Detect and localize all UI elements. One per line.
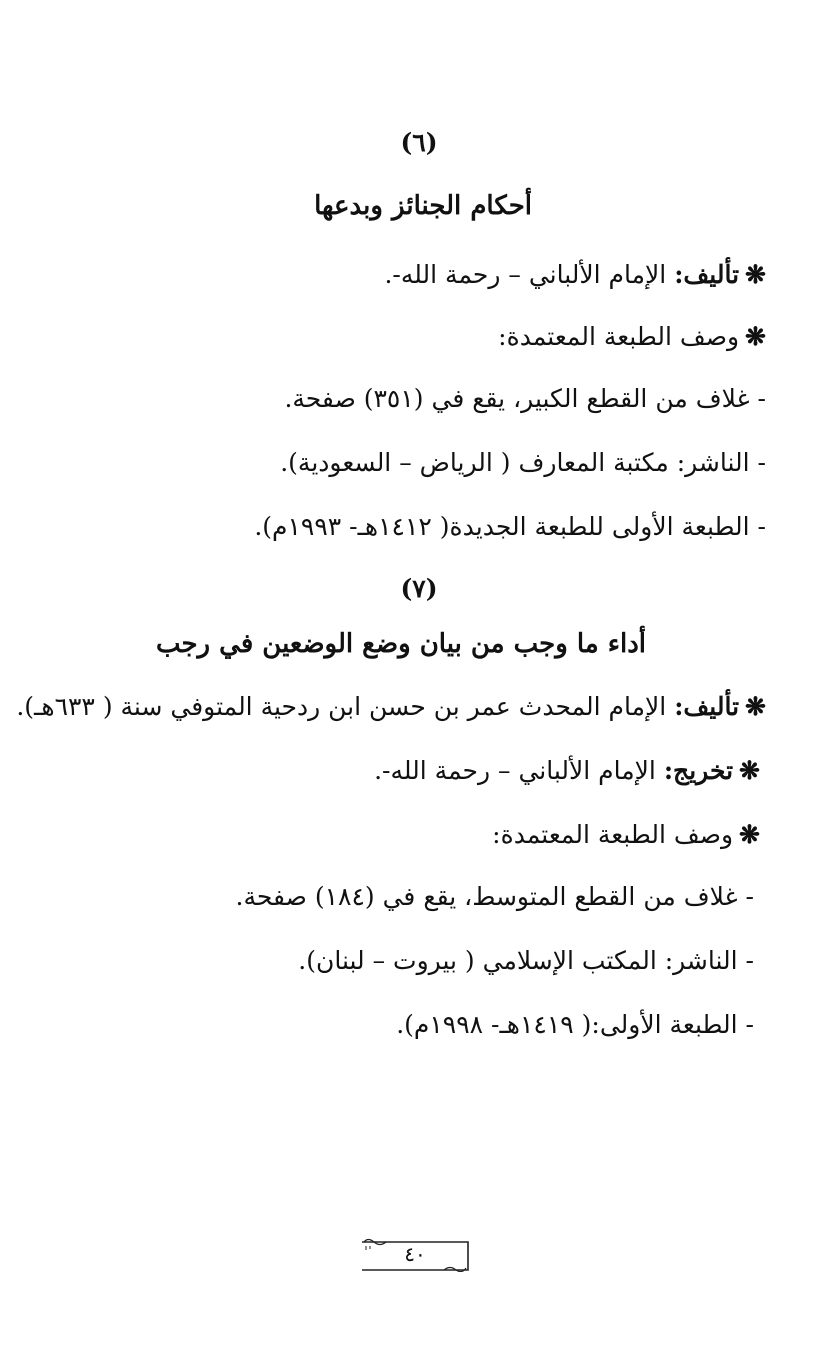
section-7-author-line <box>16 690 766 724</box>
takhrij-label: تخريج: <box>663 756 734 785</box>
star-bullet-icon: ❋ <box>745 322 766 351</box>
section-6-title: أحكام الجنائز وبدعها <box>314 191 532 221</box>
section-6-publisher: - الناشر: مكتبة المعارف ( الرياض – السعودية). <box>280 448 766 477</box>
section-7-first-edition: - الطبعة الأولى:( ١٤١٩هـ- ١٩٩٨م). <box>396 1010 754 1039</box>
page-number-frame <box>360 1238 470 1272</box>
star-bullet-icon: ❋ <box>739 756 760 785</box>
section-6-author-line <box>384 258 766 292</box>
star-bullet-icon: ❋ <box>739 820 760 849</box>
author-text: الإمام الألباني – رحمة الله-. <box>384 260 667 289</box>
section-7-title: أداء ما وجب من بيان وضع الوضعين في رجب <box>155 629 646 659</box>
author-label: تأليف: <box>674 692 740 721</box>
page-number: ٤٠ <box>404 1242 426 1266</box>
section-6-number: (٦) <box>400 128 438 157</box>
edition-desc-text: وصف الطبعة المعتمدة: <box>492 820 734 849</box>
section-6-first-edition: - الطبعة الأولى للطبعة الجديدة( ١٤١٢هـ- ١٩٩٣م). <box>254 512 766 541</box>
section-6-cover: - غلاف من القطع الكبير، يقع في (٣٥١) صفحة. <box>284 384 766 413</box>
takhrij-text: الإمام الألباني – رحمة الله-. <box>374 756 656 785</box>
section-7-edition-desc <box>492 818 760 852</box>
edition-desc-text: وصف الطبعة المعتمدة: <box>498 322 740 351</box>
section-6-edition-desc <box>498 320 766 354</box>
author-label: تأليف: <box>674 260 740 289</box>
star-bullet-icon: ❋ <box>745 692 766 721</box>
author-text: الإمام المحدث عمر بن حسن ابن ردحية المتوفي سنة ( ٦٣٣هـ). <box>16 692 667 721</box>
section-7-number: (٧) <box>400 574 438 603</box>
section-7-cover: - غلاف من القطع المتوسط، يقع في (١٨٤) صفحة. <box>235 882 754 911</box>
section-7-takhrij-line <box>374 754 760 788</box>
star-bullet-icon: ❋ <box>745 260 766 289</box>
section-7-publisher: - الناشر: المكتب الإسلامي ( بيروت – لبنان). <box>298 946 754 975</box>
